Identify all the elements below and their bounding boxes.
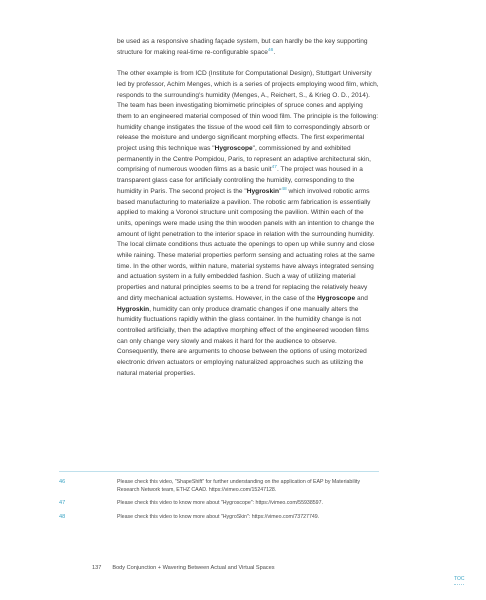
- paragraph-text: ", commissioned by and exhibited permanently in the Centre Pompidou, Paris, to represent an adaptive architectural skin, comprising of numerous wooden films as a basic unit: [117, 145, 371, 174]
- paragraph-1: [117, 37, 379, 58]
- project-name-hygroskin: Hygroskin: [117, 305, 150, 313]
- project-name-hygroscope: Hygroscope: [317, 294, 356, 302]
- paragraph-text: . The project was housed in a transparent glass case for artificially controlling the humidity, corresponding to the humidity in Paris. The second project is the ": [117, 166, 363, 195]
- body-text: [117, 37, 379, 379]
- toc-link[interactable]: TOC: [454, 576, 464, 585]
- footnote-ref-48[interactable]: 48: [281, 186, 287, 192]
- paragraph-text: and: [355, 294, 368, 302]
- footnote-text: Please check this video, "ShapeShift" for further understanding on the application of EAP by Materiability Research Network team, ETHZ CAAD. https://vimeo.com/15247128.: [117, 479, 360, 494]
- footnote-48: [59, 513, 379, 521]
- paragraph-2: [117, 69, 379, 379]
- footnotes: [59, 471, 379, 526]
- footnote-46: [59, 478, 379, 494]
- paragraph-text: .: [273, 48, 276, 56]
- paragraph-text: which involved robotic arms based manufacturing to materialize a pavilion. The robotic arm fabrication is essentially applied to making a Voronoi structure unit composing the pavilion. Within each of the units, openings were made using the thin wooden panels with an intention to change the amount of light penetration to the interior space in relation with the surrounding humidity. The local climate conditions thus actuate the openings to open up while sunny and close while raining. These material properties perform sensing and actuating roles at the same time. In the other words, within nature, material systems have always integrated sensing and actuation system in a fully embedded fashion. Such a way of utilizing material properties and natural principles seems to be a trend for replacing the relatively heavy and dirty mechanical actuation systems. However, in the case of the: [117, 187, 375, 302]
- project-name-hygroscope: Hygroscope: [214, 145, 253, 153]
- paragraph-text: ": [278, 187, 282, 195]
- page-number: 137: [92, 565, 102, 571]
- paragraph-text: be used as a responsive shading façade system, but can hardly be the key supporting structure for making real-time re-configurable space: [117, 38, 368, 56]
- paragraph-text: The other example is from ICD (Institute for Computational Design), Stuttgart University led by professor, Achim Menges, which is a series of projects employing wood film, which, responds to the surrounding's humidity (Menges, A., Reichert, S., & Krieg O. D., 2014). The team has been investigating biomimetic principles of spruce cones and applying them to an engineered material composed of thin wood film. The principle is the following: humidity change instigates the tissue of the wood cell film to correspondingly absorb or release the moisture and undergo significant morphing effects. The first experimental project using this technique was ": [117, 70, 379, 153]
- project-name-hygroskin: Hygroskin: [246, 187, 279, 195]
- footnote-ref-46[interactable]: 46: [267, 47, 274, 53]
- footnote-47: [59, 499, 379, 507]
- paragraph-text: , humidity can only produce dramatic changes if one manually alters the humidity fluctuations rapidly within the glass container. In the humidity change is not controlled artificially, then the adaptive morphing effect of the engineered wooden films can only change very slowly and makes it hard for the audience to observe. Consequently, there are arguments to choose between the options of using motorized electronic driven actuators or employing naturalized approaches such as utilizing the natural material properties.: [117, 305, 369, 377]
- footnote-number: 48: [59, 513, 66, 520]
- footnote-ref-47[interactable]: 47: [271, 165, 277, 171]
- page-footer: [92, 565, 275, 571]
- footnote-text: Please check this video to know more about "Hygroscope": https://vimeo.com/55938597.: [117, 500, 323, 507]
- footnote-text: Please check this video to know more about "HygroSkin": https://vimeo.com/73727749.: [117, 513, 320, 520]
- footnote-number: 47: [59, 500, 66, 507]
- footnote-number: 46: [59, 479, 66, 485]
- running-title: Body Conjunction + Wavering Between Actual and Virtual Spaces: [112, 565, 275, 571]
